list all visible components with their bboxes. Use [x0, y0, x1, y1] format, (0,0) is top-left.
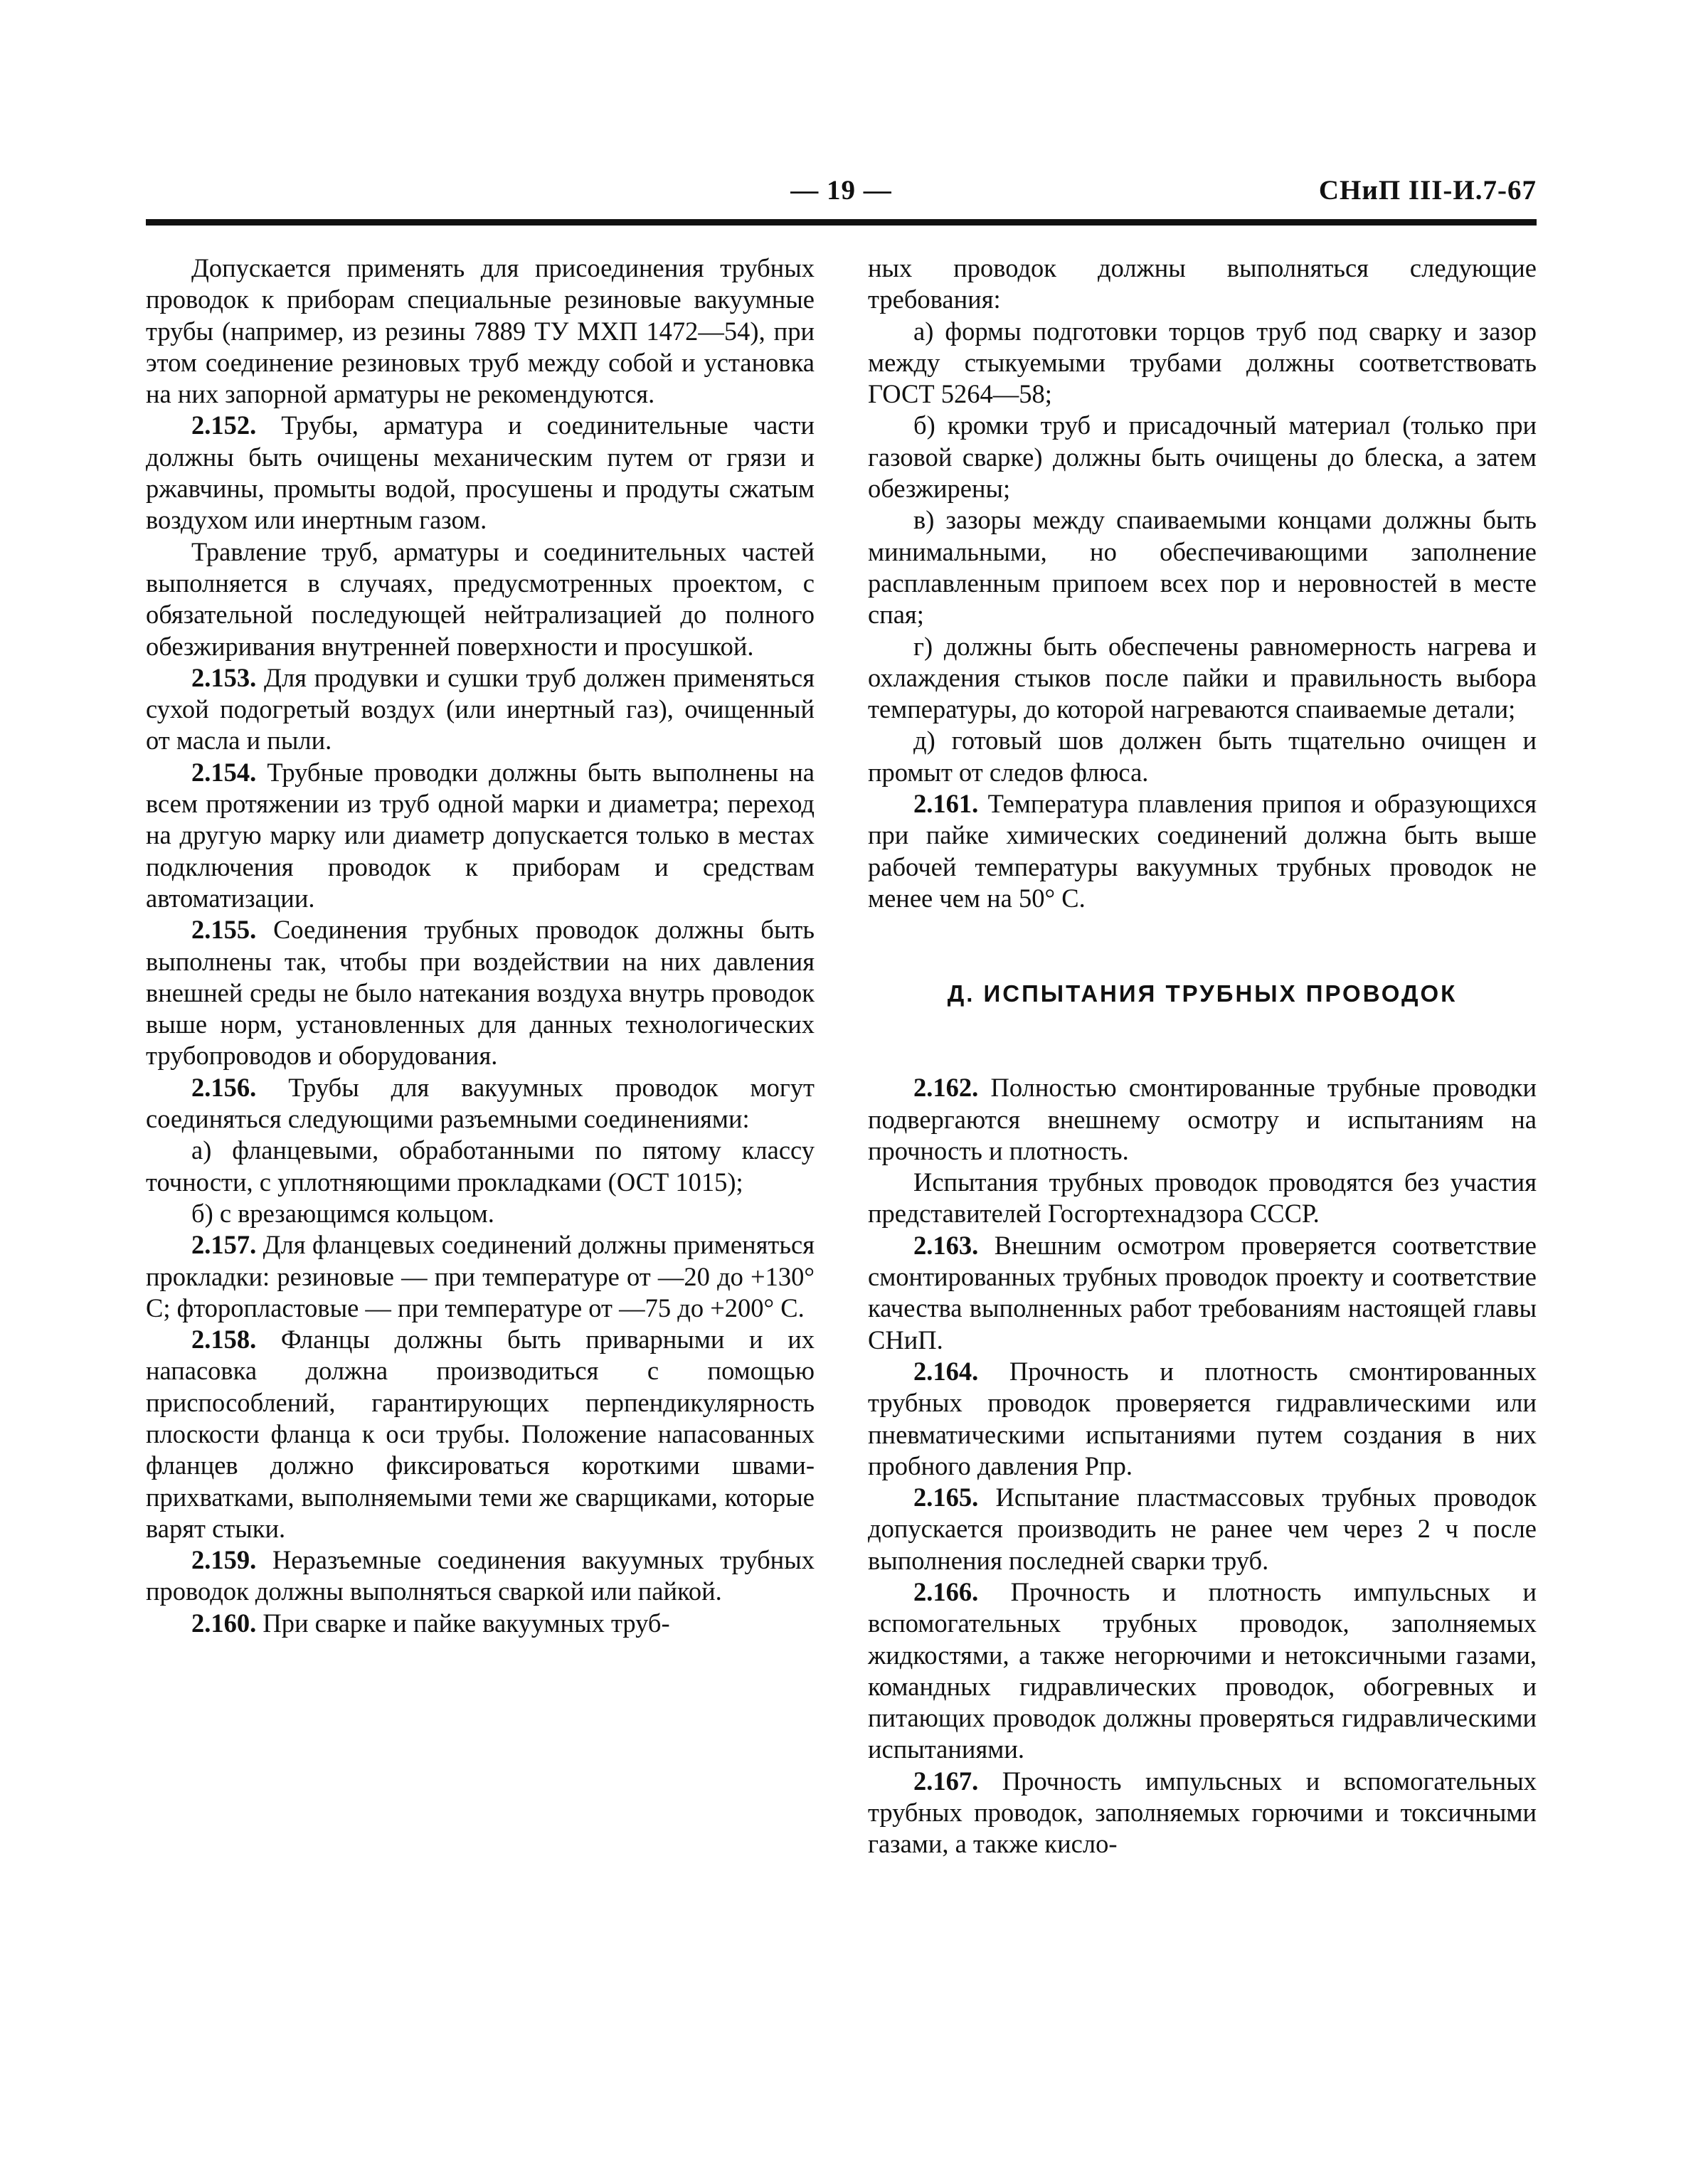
paragraph: [146, 1198, 815, 1229]
clause-number: 2.157.: [191, 1230, 257, 1260]
paragraph-text: Трубы, арматура и соединительные части должны быть очищены механическим путем от грязи и ржавчины, промыты водой, просушены и продуты сжатым воздухом или инертным газом.: [146, 410, 815, 535]
right-column-bottom: [868, 1072, 1537, 1860]
text-columns: [146, 253, 1537, 1860]
paragraph-text: Травление труб, арматуры и соединительных частей выполняется в случаях, предусмотренных проектом, с обязательной последующей нейтрализацией до полного обезжиривания внутренней поверхности и просушкой.: [146, 536, 815, 661]
paragraph: [146, 1544, 815, 1608]
clause-number: 2.154.: [191, 757, 257, 787]
paragraph: [868, 316, 1537, 410]
paragraph: [146, 1135, 815, 1198]
paragraph: [146, 1608, 815, 1639]
paragraph-text: Температура плавления припоя и образующихся при пайке химических соединений должна быть выше рабочей температуры вакуумных трубных проводок не менее чем на 50° С.: [868, 789, 1537, 913]
clause-number: 2.153.: [191, 662, 257, 692]
paragraph-text: ных проводок должны выполняться следующие требования:: [868, 253, 1537, 314]
clause-number: 2.162.: [913, 1073, 979, 1103]
header-rule: [146, 219, 1537, 226]
paragraph-text: Прочность импульсных и вспомогательных трубных проводок, заполняемых горючими и токсичными газами, а также кисло-: [868, 1766, 1537, 1859]
paragraph: [146, 1229, 815, 1324]
paragraph-text: Допускается применять для присоединения трубных проводок к приборам специальные резиновые вакуумные трубы (например, из резины 7889 ТУ МХП 1472—54), при этом соединение резиновых труб между собой и установка на них запорной арматуры не рекомендуются.: [146, 253, 815, 409]
paragraph-text: а) фланцевыми, обработанными по пятому классу точности, с уплотняющими прокладками (ОСТ 1015);: [146, 1135, 815, 1197]
paragraph-text: д) готовый шов должен быть тщательно очищен и промыт от следов флюса.: [868, 726, 1537, 787]
paragraph: [146, 253, 815, 410]
clause-number: 2.158.: [191, 1325, 257, 1355]
paragraph-text: Прочность и плотность смонтированных трубных проводок проверяется гидравлическими или пневматическими испытаниями путем создания в них пробного давления Pпр.: [868, 1356, 1537, 1480]
paragraph: [868, 1576, 1537, 1766]
clause-number: 2.159.: [191, 1545, 257, 1575]
paragraph: [868, 253, 1537, 316]
paragraph: [868, 1482, 1537, 1576]
left-column: [146, 253, 815, 1860]
paragraph-text: Соединения трубных проводок должны быть выполнены так, чтобы при воздействии на них давления внешней среды не было натекания воздуха внутрь проводок выше норм, установленных для данных технологических трубопроводов и оборудования.: [146, 915, 815, 1071]
paragraph-text: Трубные проводки должны быть выполнены на всем протяжении из труб одной марки и диаметра; переход на другую марку или диаметр допускается только в местах подключения проводок к приборам и средствам автоматизации.: [146, 757, 815, 913]
clause-number: 2.165.: [913, 1483, 979, 1512]
paragraph: [146, 536, 815, 662]
paragraph-text: Фланцы должны быть приварными и их напасовка должна производиться с помощью приспособлений, гарантирующих перпендикулярность плоскости фланца к оси трубы. Положение напасованных фланцев должно фиксироваться короткими швами-прихватками, выполняемыми теми же сварщиками, которые варят стыки.: [146, 1325, 815, 1543]
right-column: [868, 253, 1537, 1860]
paragraph-text: Испытание пластмассовых трубных проводок допускается производить не ранее чем через 2 ч после выполнения последней сварки труб.: [868, 1483, 1537, 1575]
clause-number: 2.161.: [913, 789, 979, 819]
section-title: Д. ИСПЫТАНИЯ ТРУБНЫХ ПРОВОДОК: [947, 980, 1458, 1007]
paragraph-text: г) должны быть обеспечены равномерность нагрева и охлаждения стыков после пайки и правильность выбора температуры, до которой нагреваются спаиваемые детали;: [868, 631, 1537, 724]
paragraph: [146, 410, 815, 536]
paragraph: [868, 788, 1537, 914]
clause-number: 2.152.: [191, 410, 257, 440]
clause-number: 2.163.: [913, 1230, 979, 1260]
clause-number: 2.167.: [913, 1766, 979, 1796]
clause-number: 2.160.: [191, 1608, 257, 1638]
paragraph-text: При сварке и пайке вакуумных труб-: [256, 1608, 670, 1638]
paragraph: [868, 1072, 1537, 1167]
paragraph-text: в) зазоры между спаиваемыми концами должны быть минимальными, но обеспечивающими заполнение расплавленным припоем всех пор и неровностей в месте спая;: [868, 505, 1537, 630]
paragraph: [868, 504, 1537, 630]
paragraph-text: Для фланцевых соединений должны применяться прокладки: резиновые — при температуре от —20 до +130° С; фторопластовые — при температуре от —75 до +200° С.: [146, 1230, 815, 1322]
paragraph-text: Полностью смонтированные трубные проводки подвергаются внешнему осмотру и испытаниям на прочность и плотность.: [868, 1073, 1537, 1165]
page-number: — 19 —: [790, 175, 892, 206]
paragraph: [868, 725, 1537, 788]
paragraph-text: а) формы подготовки торцов труб под сварку и зазор между стыкуемыми трубами должны соответствовать ГОСТ 5264—58;: [868, 316, 1537, 409]
document-page: [146, 174, 1537, 2095]
paragraph: [868, 1167, 1537, 1230]
paragraph-text: Неразъемные соединения вакуумных трубных проводок должны выполняться сваркой или пайкой.: [146, 1545, 815, 1606]
paragraph-text: б) с врезающимся кольцом.: [191, 1198, 494, 1228]
paragraph-text: Испытания трубных проводок проводятся без участия представителей Госгортехнадзора СССР.: [868, 1167, 1537, 1229]
paragraph: [146, 662, 815, 757]
paragraph: [868, 1766, 1537, 1860]
clause-number: 2.155.: [191, 915, 257, 945]
paragraph: [868, 1356, 1537, 1482]
clause-number: 2.156.: [191, 1072, 257, 1102]
paragraph: [146, 1324, 815, 1544]
paragraph: [868, 410, 1537, 504]
document-code: СНиП III-И.7-67: [1318, 175, 1537, 206]
paragraph-text: Прочность и плотность импульсных и вспомогательных трубных проводок, заполняемых жидкостями, а также негорючими и нетоксичными газами, командных гидравлических проводок, обогревных и питающих проводок должны проверяться гидравлическими испытаниями.: [868, 1576, 1537, 1764]
paragraph: [868, 1230, 1537, 1356]
paragraph-text: б) кромки труб и присадочный материал (только при газовой сварке) должны быть очищены до блеска, а затем обезжирены;: [868, 410, 1537, 504]
paragraph: [146, 757, 815, 914]
page-header: [146, 174, 1537, 230]
right-column-top: [868, 253, 1537, 914]
paragraph-text: Трубы для вакуумных проводок могут соединяться следующими разъемными соединениями:: [146, 1072, 815, 1134]
paragraph: [146, 914, 815, 1071]
paragraph-text: Для продувки и сушки труб должен применяться сухой подогретый воздух (или инертный газ), очищенный от масла и пыли.: [146, 662, 815, 756]
paragraph: [146, 1072, 815, 1135]
clause-number: 2.166.: [913, 1576, 979, 1606]
paragraph: [868, 631, 1537, 726]
clause-number: 2.164.: [913, 1356, 979, 1386]
paragraph-text: Внешним осмотром проверяется соответствие смонтированных трубных проводок проекту и соответствие качества выполненных работ требованиям настоящей главы СНиП.: [868, 1230, 1537, 1355]
